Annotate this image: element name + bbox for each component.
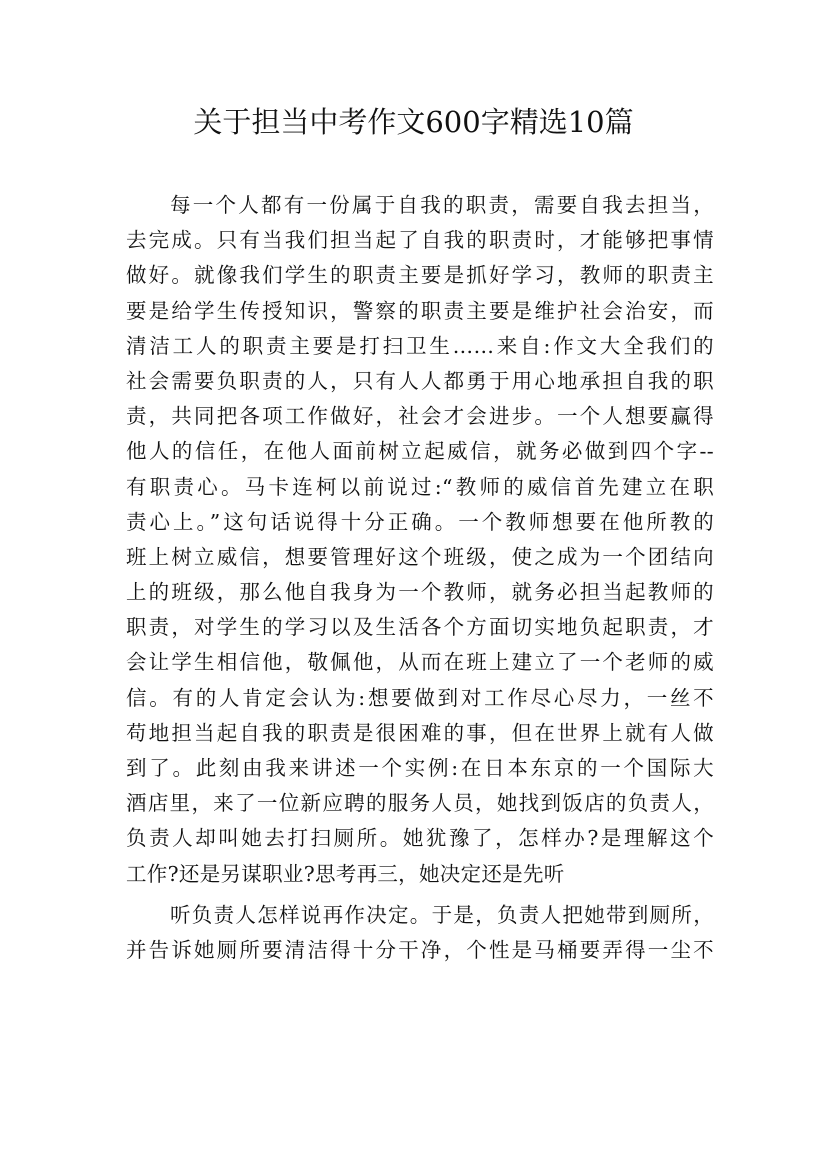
- paragraph-line: 社会需要负职责的人，只有人人都勇于用心地承担自我的职: [126, 368, 714, 393]
- paragraph-line: 酒店里，来了一位新应聘的服务人员，她找到饭店的负责人，: [126, 791, 714, 816]
- paragraph-line: 并告诉她厕所要清洁得十分干净，个性是马桶要弄得一尘不: [126, 937, 714, 962]
- paragraph-line: 苟地担当起自我的职责是很困难的事，但在世界上就有人做: [126, 720, 714, 745]
- paragraph-line: 他人的信任，在他人面前树立起威信，就务必做到四个字--: [126, 439, 714, 464]
- document-body: [126, 188, 714, 968]
- paragraph-line: 要是给学生传授知识，警察的职责主要是维护社会治安，而: [126, 298, 714, 323]
- paragraph-line: 清洁工人的职责主要是打扫卫生……来自:作文大全我们的: [126, 333, 714, 358]
- paragraph-line: 做好。就像我们学生的职责主要是抓好学习，教师的职责主: [126, 263, 714, 288]
- paragraph-line: 上的班级，那么他自我身为一个教师，就务必担当起教师的: [126, 580, 714, 605]
- paragraph-line: 听负责人怎样说再作决定。于是，负责人把她带到厕所，: [170, 902, 714, 927]
- paragraph-line: 会让学生相信他，敬佩他，从而在班上建立了一个老师的威: [126, 650, 714, 675]
- paragraph-line: 去完成。只有当我们担当起了自我的职责时，才能够把事情: [126, 228, 714, 253]
- paragraph-line: 负责人却叫她去打扫厕所。她犹豫了，怎样办?是理解这个: [126, 826, 714, 851]
- paragraph-line: 工作?还是另谋职业?思考再三，她决定还是先听: [126, 861, 565, 886]
- paragraph-line: 职责，对学生的学习以及生活各个方面切实地负起职责，才: [126, 615, 714, 640]
- paragraph-line: 信。有的人肯定会认为:想要做到对工作尽心尽力，一丝不: [126, 685, 714, 710]
- paragraph-line: 责，共同把各项工作做好，社会才会进步。一个人想要赢得: [126, 404, 714, 429]
- paragraph-line: 到了。此刻由我来讲述一个实例:在日本东京的一个国际大: [126, 756, 714, 780]
- paragraph-line: 班上树立威信，想要管理好这个班级，使之成为一个团结向: [126, 544, 714, 569]
- paragraph-line: 责心上。”这句话说得十分正确。一个教师想要在他所教的: [126, 509, 714, 534]
- paragraph-line: 每一个人都有一份属于自我的职责，需要自我去担当，: [170, 193, 714, 217]
- document-title: 关于担当中考作文600字精选10篇: [193, 105, 634, 139]
- paragraph-line: 有职责心。马卡连柯以前说过:“教师的威信首先建立在职: [126, 474, 714, 499]
